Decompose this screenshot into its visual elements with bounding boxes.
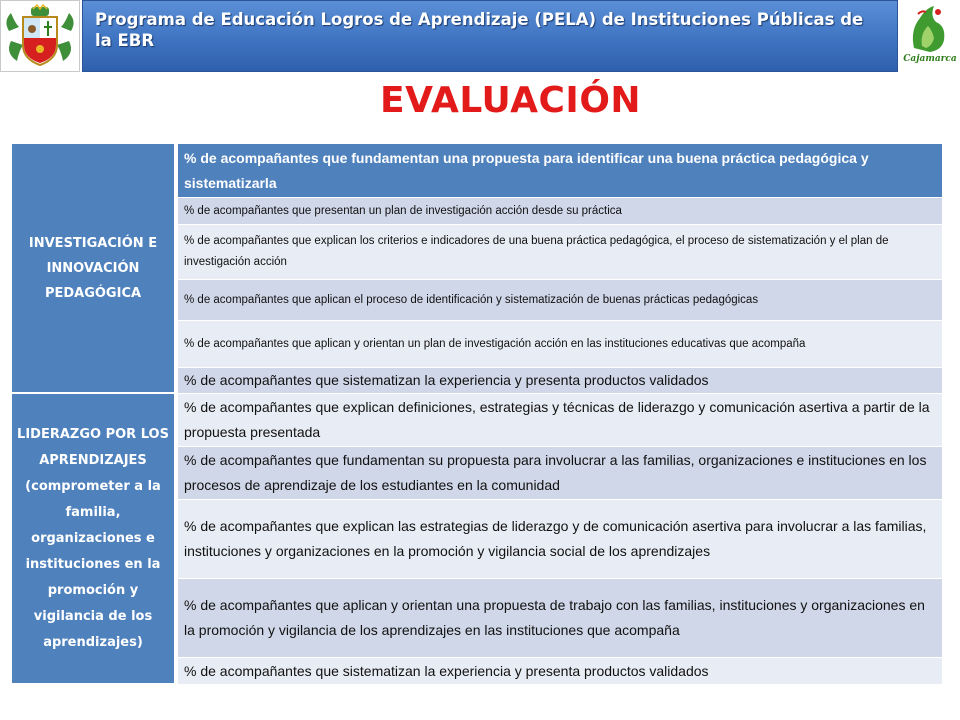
indicator-text: % de acompañantes que sistematizan la experiencia y presenta productos validados — [184, 372, 709, 388]
table-row — [178, 500, 942, 579]
indicator-text: % de acompañantes que aplican y orientan un plan de investigación acción en las instituciones educativas que acompaña — [184, 337, 806, 350]
table-row — [178, 447, 942, 500]
table-row — [178, 225, 942, 280]
category-label: INVESTIGACIÓN E INNOVACIÓN PEDAGÓGICA — [28, 235, 158, 301]
indicator-text: % de acompañantes que presentan un plan de investigación acción desde su práctica — [184, 204, 622, 217]
table-row — [178, 658, 942, 685]
header-bar — [82, 0, 898, 72]
indicator-text: % de acompañantes que aplican el proceso de identificación y sistematización de buenas prácticas pedagógicas — [184, 293, 759, 306]
cajamarca-logo-text: Cajamarca — [903, 54, 957, 64]
table-row — [178, 198, 942, 225]
indicator-text: % de acompañantes que fundamentan su propuesta para involucrar a las familias, organizaciones e instituciones en los procesos de aprendizaje de los estudiantes en la comunidad — [184, 452, 927, 493]
table-row — [178, 368, 942, 394]
indicator-text: % de acompañantes que fundamentan una propuesta para identificar una buena práctica pedagógica y sistematizarla — [184, 149, 869, 191]
table-row — [178, 579, 942, 658]
header-title: Programa de Educación Logros de Aprendizaje (PELA) de Instituciones Públicas de la EBR — [95, 10, 864, 50]
table-row — [178, 280, 942, 321]
cajamarca-logo — [900, 0, 960, 72]
category-investigacion — [12, 144, 176, 394]
table-row — [178, 321, 942, 368]
table-row — [178, 144, 942, 198]
indicator-text: % de acompañantes que explican los criterios e indicadores de una buena práctica pedagógica, el proceso de sistematización y el plan de investigación acción — [184, 235, 889, 268]
table-row — [178, 394, 942, 447]
indicator-text: % de acompañantes que explican las estrategias de liderazgo y de comunicación asertiva para involucrar a las familias, instituciones y organizaciones en la promoción y vigilancia social de los aprendizajes — [184, 518, 927, 559]
indicator-text: % de acompañantes que sistematizan la experiencia y presenta productos validados — [184, 662, 709, 679]
indicator-text: % de acompañantes que explican definiciones, estrategias y técnicas de liderazgo y comunicación asertiva a partir de la propuesta presentada — [184, 399, 930, 440]
category-label: LIDERAZGO POR LOS APRENDIZAJES (comprometer a la familia, organizaciones e instituciones en la promoción y vigilancia de los aprendizajes) — [17, 426, 169, 650]
evaluation-table — [12, 144, 942, 685]
indicator-text: % de acompañantes que aplican y orientan una propuesta de trabajo con las familias, instituciones y organizaciones en la promoción y vigilancia de los aprendizajes en las instituciones que acompaña — [184, 597, 925, 638]
peru-coat-of-arms-logo — [0, 0, 80, 72]
category-liderazgo — [12, 394, 176, 685]
page-title: EVALUACIÓN — [380, 80, 642, 121]
